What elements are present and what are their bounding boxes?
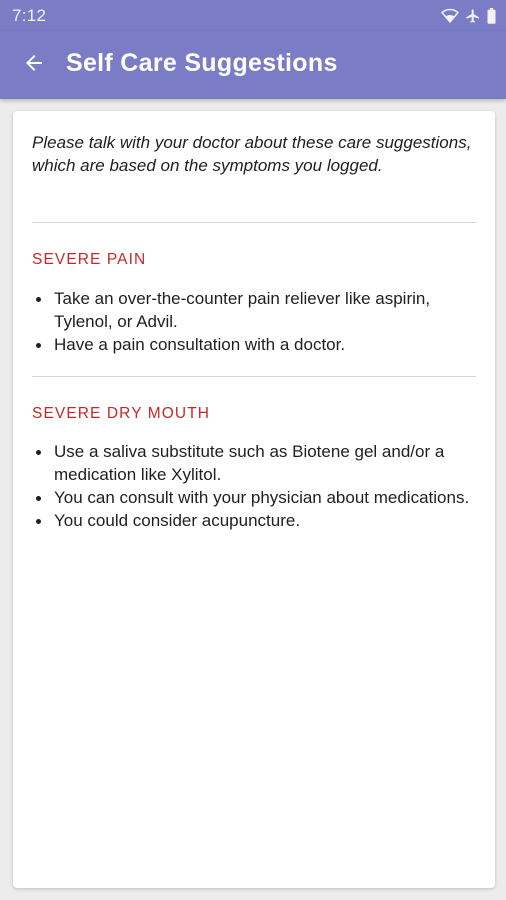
intro-text: Please talk with your doctor about these care suggestions, which are based on the symptoms you logged.: [32, 133, 472, 175]
airplane-mode-icon: [465, 8, 481, 24]
section-title-severe-dry-mouth: SEVERE DRY MOUTH: [32, 405, 211, 422]
wifi-icon: [441, 8, 459, 23]
list-item: Take an over-the-counter pain reliever like aspirin, Tylenol, or Advil.: [32, 287, 482, 333]
severe-dry-mouth-list: [32, 440, 482, 532]
divider: [32, 222, 476, 223]
divider: [32, 376, 476, 377]
severe-pain-list: [32, 287, 482, 356]
suggestions-card: [13, 111, 495, 888]
page-title: Self Care Suggestions: [66, 49, 338, 77]
app-bar: [0, 31, 506, 99]
list-item: You could consider acupuncture.: [32, 509, 482, 532]
status-time: 7:12: [12, 6, 47, 25]
arrow-back-icon: [22, 51, 46, 80]
list-item: Have a pain consultation with a doctor.: [32, 333, 482, 356]
list-item: Use a saliva substitute such as Biotene gel and/or a medication like Xylitol.: [32, 440, 482, 486]
battery-icon: [487, 8, 496, 24]
status-bar: [0, 0, 506, 31]
status-icons: [441, 7, 496, 24]
back-button[interactable]: [14, 45, 54, 85]
section-title-severe-pain: SEVERE PAIN: [32, 251, 147, 268]
list-item: You can consult with your physician about medications.: [32, 486, 482, 509]
